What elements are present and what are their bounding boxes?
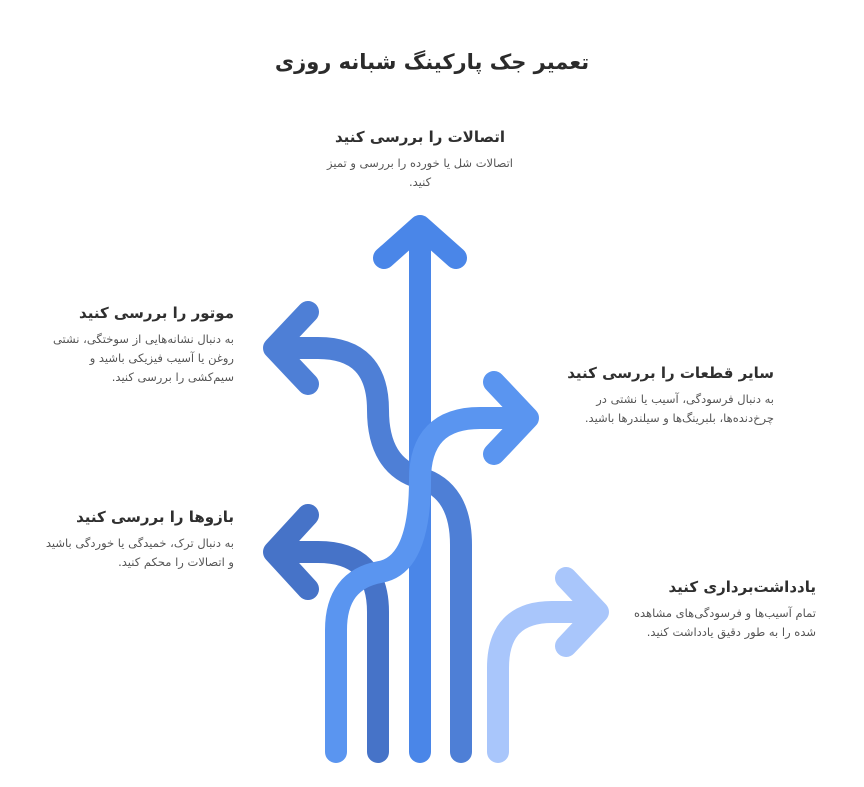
step-motor-text: به دنبال نشانه‌هایی از سوختگی، نشتی روغن یا آسیب فیزیکی باشید و سیم‌کشی را بررسی کنید. bbox=[52, 332, 234, 384]
step-arms-text: به دنبال ترک، خمیدگی یا خوردگی باشید و اتصالات را محکم کنید. bbox=[45, 536, 234, 569]
step-connections bbox=[318, 126, 522, 192]
step-notes-text: تمام آسیب‌ها و فرسودگی‌های مشاهده شده را به طور دقیق یادداشت کنید. bbox=[633, 606, 816, 639]
step-connections-text: اتصالات شل یا خورده را بررسی و تمیز کنید. bbox=[327, 156, 513, 189]
step-other-parts-text: به دنبال فرسودگی، آسیب یا نشتی در چرخ‌دنده‌ها، بلبرینگ‌ها و سیلندرها باشید. bbox=[584, 392, 774, 425]
step-other-parts-heading: سایر قطعات را بررسی کنید bbox=[567, 364, 774, 382]
page-title: تعمیر جک پارکینگ شبانه روزی bbox=[274, 50, 590, 74]
step-arms-heading: بازوها را بررسی کنید bbox=[76, 508, 234, 526]
step-motor bbox=[40, 302, 234, 387]
step-motor-heading: موتور را بررسی کنید bbox=[79, 304, 234, 322]
notes-arrow bbox=[498, 578, 598, 752]
step-other-parts bbox=[562, 362, 774, 428]
step-connections-heading: اتصالات را بررسی کنید bbox=[334, 128, 506, 146]
step-notes-heading: یادداشت‌برداری کنید bbox=[668, 578, 816, 596]
step-arms bbox=[40, 506, 234, 572]
step-notes bbox=[616, 576, 816, 642]
